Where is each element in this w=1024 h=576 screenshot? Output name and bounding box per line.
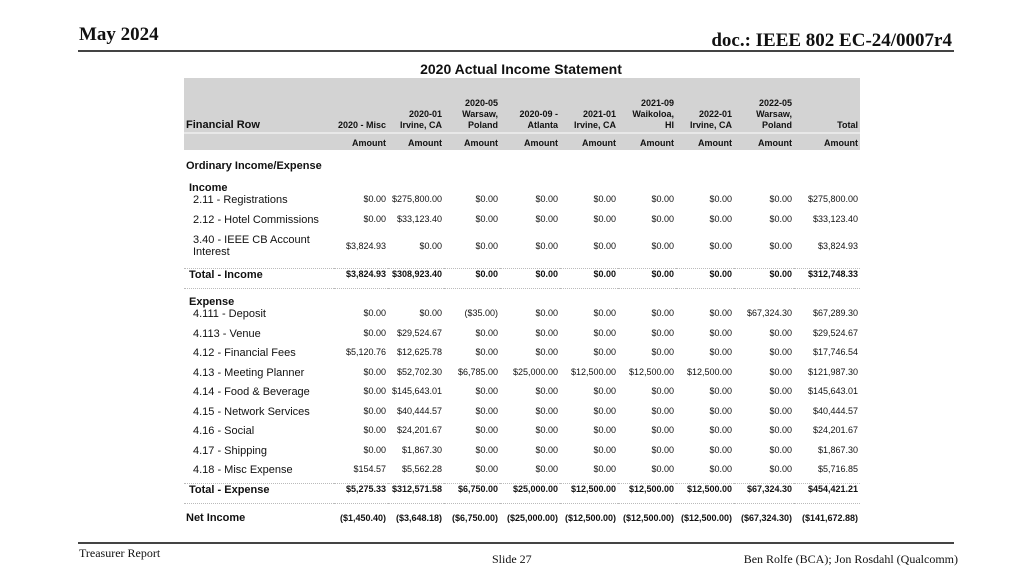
amount-cell: $0.00 — [709, 444, 732, 455]
amount-cell: $29,524.67 — [812, 327, 858, 338]
footer-slide-number: Slide 27 — [492, 552, 532, 566]
amount-cell: $67,289.30 — [812, 308, 858, 318]
amount-cell: $0.00 — [475, 327, 498, 338]
amount-header: Amount — [618, 133, 676, 150]
amount-cell: $154.57 — [353, 464, 386, 474]
amount-cell: $0.00 — [651, 214, 674, 224]
amount-cell: ($35.00) — [464, 308, 498, 318]
amount-header: Amount — [676, 133, 734, 150]
amount-cell: $1,867.30 — [817, 444, 858, 455]
amount-cell: $0.00 — [419, 241, 442, 251]
amount-cell: ($12,500.00) — [564, 512, 616, 523]
amount-cell: $0.00 — [651, 425, 674, 435]
amount-cell: $0.00 — [535, 464, 558, 474]
section-label: Expense — [189, 296, 235, 308]
amount-cell: $0.00 — [593, 194, 616, 204]
amount-cell: $0.00 — [560, 268, 618, 288]
amount-cell: $0.00 — [709, 214, 732, 224]
column-header-line: HI — [665, 120, 674, 130]
amount-cell: $0.00 — [651, 464, 674, 474]
amount-cell: $0.00 — [475, 386, 498, 396]
amount-cell: $0.00 — [709, 194, 732, 204]
section-row-ordinary — [184, 150, 860, 172]
amount-cell: $0.00 — [676, 268, 734, 288]
column-header-line: Warsaw, — [756, 109, 792, 119]
amount-cell: $0.00 — [535, 347, 558, 357]
amount-header-blank — [184, 133, 334, 150]
amount-cell: $12,500.00 — [676, 484, 734, 504]
amount-cell: $5,275.33 — [334, 484, 388, 504]
expense-row — [184, 308, 860, 328]
header-date: May 2024 — [79, 24, 159, 45]
amount-cell: $67,324.30 — [746, 308, 792, 318]
amount-cell: $0.00 — [363, 327, 386, 338]
amount-cell: $0.00 — [769, 425, 792, 435]
amount-cell: $0.00 — [593, 347, 616, 357]
statement-body — [184, 150, 860, 532]
amount-cell: $0.00 — [651, 405, 674, 416]
amount-header: Amount — [560, 133, 618, 150]
amount-cell: $0.00 — [593, 405, 616, 416]
expense-row — [184, 464, 860, 484]
amount-cell: $0.00 — [769, 444, 792, 455]
amount-cell: $0.00 — [535, 405, 558, 416]
amount-cell: ($141,672.88) — [801, 512, 858, 523]
amount-cell: $0.00 — [500, 268, 560, 288]
amount-cell: $5,716.85 — [817, 464, 858, 474]
amount-cell: $25,000.00 — [500, 484, 560, 504]
header-doc-id: doc.: IEEE 802 EC-24/0007r4 — [711, 30, 952, 51]
amount-cell: $0.00 — [444, 268, 500, 288]
column-header-row — [184, 78, 860, 133]
column-header-line: 2021-09 — [640, 98, 674, 108]
amount-cell: $0.00 — [475, 194, 498, 204]
column-header-line: Warsaw, — [462, 109, 498, 119]
section-row-expense — [184, 288, 860, 308]
amount-cell: $0.00 — [593, 386, 616, 396]
row-label: 4.18 - Misc Expense — [193, 464, 293, 476]
amount-cell: $5,120.76 — [345, 347, 386, 357]
expense-row — [184, 406, 860, 426]
amount-cell: $0.00 — [535, 241, 558, 251]
amount-cell: $0.00 — [593, 444, 616, 455]
column-header — [794, 78, 860, 133]
row-label: 4.15 - Network Services — [193, 405, 310, 418]
row-label: 4.13 - Meeting Planner — [193, 366, 305, 379]
amount-cell: $0.00 — [651, 308, 674, 318]
amount-cell: $0.00 — [535, 308, 558, 318]
amount-cell: $33,123.40 — [396, 214, 442, 224]
row-label: 4.16 - Social — [193, 425, 255, 437]
column-header-label: 2020 - Misc — [337, 120, 386, 130]
amount-cell: $0.00 — [593, 241, 616, 251]
amount-cell: ($67,324.30) — [740, 512, 792, 523]
amount-cell: $0.00 — [709, 425, 732, 435]
amount-cell: $0.00 — [769, 405, 792, 416]
expense-row — [184, 328, 860, 348]
amount-cell: $0.00 — [709, 241, 732, 251]
amount-cell: $312,571.58 — [388, 484, 444, 504]
column-header-line: 2021-01 — [582, 109, 616, 119]
amount-cell: $0.00 — [363, 194, 386, 204]
amount-cell: $12,500.00 — [560, 484, 618, 504]
row-label: 4.14 - Food & Beverage — [193, 386, 310, 398]
amount-cell: $0.00 — [769, 194, 792, 204]
amount-cell: $3,824.93 — [345, 241, 386, 251]
amount-cell: $145,643.01 — [391, 386, 442, 396]
column-header — [388, 78, 444, 133]
amount-cell: $0.00 — [363, 405, 386, 416]
amount-cell: $17,746.54 — [812, 347, 858, 357]
amount-cell: $0.00 — [535, 444, 558, 455]
row-label: 4.113 - Venue — [193, 327, 261, 340]
amount-cell: $0.00 — [651, 386, 674, 396]
column-header-line: 2020-09 - — [519, 109, 558, 119]
amount-cell: $0.00 — [535, 214, 558, 224]
amount-cell: $29,524.67 — [396, 327, 442, 338]
row-label: 2.11 - Registrations — [193, 194, 288, 206]
amount-cell: $0.00 — [651, 194, 674, 204]
amount-cell: $67,324.30 — [734, 484, 794, 504]
amount-cell: $3,824.93 — [334, 268, 388, 288]
column-header-line: 2020-01 — [408, 109, 442, 119]
amount-cell: $0.00 — [363, 308, 386, 318]
amount-cell: $308,923.40 — [388, 268, 444, 288]
section-label: Ordinary Income/Expense — [186, 160, 322, 172]
amount-cell: $0.00 — [363, 366, 386, 377]
column-header — [334, 78, 388, 133]
amount-cell: ($25,000.00) — [506, 512, 558, 523]
row-label: 2.12 - Hotel Commissions — [193, 214, 319, 226]
amount-cell: $5,562.28 — [401, 464, 442, 474]
amount-cell: $0.00 — [769, 241, 792, 251]
amount-cell: $0.00 — [535, 386, 558, 396]
amount-cell: $0.00 — [651, 347, 674, 357]
section-label: Income — [189, 182, 228, 194]
amount-cell: $0.00 — [769, 464, 792, 474]
amount-cell: $6,750.00 — [444, 484, 500, 504]
footer-authors: Ben Rolfe (BCA); Jon Rosdahl (Qualcomm) — [743, 552, 958, 566]
expense-row — [184, 425, 860, 445]
amount-cell: $12,500.00 — [686, 366, 732, 377]
expense-row — [184, 445, 860, 465]
amount-cell: $0.00 — [593, 464, 616, 474]
amount-cell: $25,000.00 — [512, 366, 558, 377]
amount-header: Amount — [794, 133, 860, 150]
footer-divider — [78, 542, 954, 544]
column-header-line: 2020-05 — [464, 98, 498, 108]
column-header-label: Total — [837, 120, 858, 130]
amount-cell: $12,625.78 — [396, 347, 442, 357]
amount-cell: $0.00 — [709, 308, 732, 318]
amount-cell: $3,824.93 — [817, 241, 858, 251]
amount-cell: $454,421.21 — [794, 484, 860, 504]
income-statement-table — [184, 78, 860, 532]
amount-cell: $24,201.67 — [812, 425, 858, 435]
amount-cell: $0.00 — [475, 347, 498, 357]
income-row — [184, 214, 860, 234]
financial-row-header: Financial Row — [184, 78, 334, 133]
amount-cell: $0.00 — [475, 444, 498, 455]
amount-cell: $145,643.01 — [807, 386, 858, 396]
amount-cell: $0.00 — [769, 214, 792, 224]
amount-cell: $6,785.00 — [457, 366, 498, 377]
amount-cell: $40,444.57 — [396, 405, 442, 416]
column-header-line: Waikoloa, — [632, 109, 674, 119]
column-header-line: Poland — [761, 120, 792, 130]
amount-cell: $52,702.30 — [396, 366, 442, 377]
amount-cell: $0.00 — [769, 327, 792, 338]
amount-cell: $0.00 — [593, 214, 616, 224]
amount-cell: $0.00 — [363, 444, 386, 455]
amount-cell: ($6,750.00) — [451, 512, 498, 523]
amount-cell: $1,867.30 — [401, 444, 442, 455]
amount-cell: $0.00 — [709, 327, 732, 338]
column-header-line: 2022-01 — [698, 109, 732, 119]
column-header — [500, 78, 560, 133]
column-header — [618, 78, 676, 133]
amount-cell: $0.00 — [651, 444, 674, 455]
amount-cell: $0.00 — [709, 405, 732, 416]
column-header-line: Atlanta — [527, 120, 558, 130]
row-label: 3.40 - IEEE CB Account Interest — [193, 234, 310, 258]
amount-cell: $275,800.00 — [391, 194, 442, 204]
amount-cell: ($3,648.18) — [395, 512, 442, 523]
amount-cell: $0.00 — [475, 464, 498, 474]
row-label: Total - Expense — [184, 484, 334, 504]
amount-cell: $0.00 — [535, 194, 558, 204]
expense-row — [184, 367, 860, 387]
row-label: Total - Income — [184, 268, 334, 288]
expense-row — [184, 386, 860, 406]
amount-cell: $0.00 — [593, 425, 616, 435]
column-header — [444, 78, 500, 133]
amount-cell: $0.00 — [769, 366, 792, 377]
total-income-row — [184, 268, 860, 288]
expense-row — [184, 347, 860, 367]
amount-cell: $275,800.00 — [807, 194, 858, 204]
column-header-line: Poland — [467, 120, 498, 130]
amount-cell: $0.00 — [419, 308, 442, 318]
amount-cell: $0.00 — [618, 268, 676, 288]
amount-header: Amount — [500, 133, 560, 150]
amount-cell: $0.00 — [734, 268, 794, 288]
amount-cell: $12,500.00 — [618, 484, 676, 504]
row-label: 4.17 - Shipping — [193, 444, 267, 457]
header-divider — [78, 50, 954, 52]
column-header — [560, 78, 618, 133]
amount-cell: ($1,450.40) — [339, 512, 386, 523]
column-header — [676, 78, 734, 133]
column-header — [734, 78, 794, 133]
amount-cell: $0.00 — [363, 386, 386, 396]
footer-report-name: Treasurer Report — [79, 546, 161, 560]
amount-header: Amount — [444, 133, 500, 150]
row-label: Net Income — [186, 511, 246, 524]
row-label: 4.111 - Deposit — [193, 308, 266, 320]
amount-cell: $0.00 — [535, 327, 558, 338]
amount-cell: $12,500.00 — [628, 366, 674, 377]
amount-cell: ($12,500.00) — [622, 512, 674, 523]
amount-cell: $33,123.40 — [812, 214, 858, 224]
column-header-line: Irvine, CA — [399, 120, 442, 130]
amount-cell: ($12,500.00) — [680, 512, 732, 523]
amount-cell: $0.00 — [475, 405, 498, 416]
income-row — [184, 194, 860, 214]
amount-cell: $0.00 — [593, 327, 616, 338]
amount-cell: $0.00 — [363, 425, 386, 435]
column-header-line: 2022-05 — [758, 98, 792, 108]
amount-cell: $0.00 — [769, 386, 792, 396]
amount-header: Amount — [734, 133, 794, 150]
amount-cell: $0.00 — [363, 214, 386, 224]
row-label: 4.12 - Financial Fees — [193, 347, 296, 359]
income-row — [184, 234, 860, 268]
amount-header: Amount — [334, 133, 388, 150]
amount-header: Amount — [388, 133, 444, 150]
amount-cell: $40,444.57 — [812, 405, 858, 416]
column-header-line: Irvine, CA — [689, 120, 732, 130]
amount-cell: $24,201.67 — [396, 425, 442, 435]
section-row-income — [184, 172, 860, 194]
amount-cell: $0.00 — [709, 386, 732, 396]
amount-cell: $0.00 — [651, 327, 674, 338]
amount-cell: $0.00 — [709, 347, 732, 357]
amount-cell: $0.00 — [651, 241, 674, 251]
amount-cell: $0.00 — [475, 425, 498, 435]
net-income-row — [184, 504, 860, 532]
amount-cell: $121,987.30 — [807, 366, 858, 377]
amount-cell: $0.00 — [475, 241, 498, 251]
column-header-line: Irvine, CA — [573, 120, 616, 130]
amount-cell: $0.00 — [475, 214, 498, 224]
amount-cell: $0.00 — [535, 425, 558, 435]
total-expense-row — [184, 484, 860, 504]
amount-cell: $0.00 — [593, 308, 616, 318]
report-title: 2020 Actual Income Statement — [420, 61, 622, 77]
amount-cell: $0.00 — [709, 464, 732, 474]
amount-cell: $12,500.00 — [570, 366, 616, 377]
amount-header-row — [184, 133, 860, 150]
amount-cell: $0.00 — [769, 347, 792, 357]
amount-cell: $312,748.33 — [794, 268, 860, 288]
